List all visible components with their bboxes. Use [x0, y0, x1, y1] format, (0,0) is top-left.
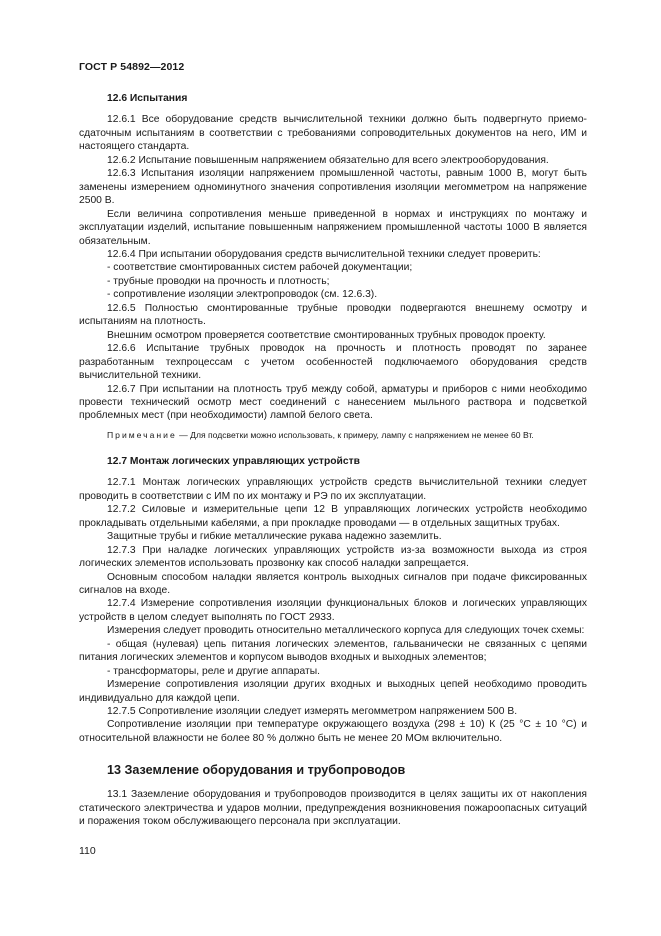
paragraph: Защитные трубы и гибкие металлические рукава надежно заземлить.: [107, 531, 442, 543]
list-item: - трансформаторы, реле и другие аппараты.: [107, 665, 320, 677]
paragraph: 12.7.5 Сопротивление изоляции следует измерять мегомметром напряжением 500 В.: [107, 706, 518, 718]
document-body: [79, 92, 587, 829]
section-12-6-body: [79, 113, 587, 440]
list-item: - общая (нулевая) цепь питания логических элементов, гальванически не связанных с цепями питания логических элементов и корпусом выводов входных и выходных элементов;: [79, 638, 587, 664]
paragraph: 12.6.6 Испытание трубных проводок на прочность и плотность проводят по заранее разработанным техпроцессам с учетом особенностей подключаемого оборудования средств вычислительной техники.: [79, 343, 587, 382]
note-text: — Для подсветки можно использовать, к примеру, лампу с напряжением не менее 60 Вт.: [176, 429, 534, 440]
list-item: - трубные проводки на прочность и плотность;: [107, 275, 330, 287]
section-13-body: [79, 788, 587, 828]
note-label: Примечание: [107, 429, 177, 440]
paragraph: 12.7.2 Силовые и измерительные цепи 12 В управляющих логических устройств необходимо прокладывать отдельными кабелями, а при прокладке проводами — в отдельных защитных трубах.: [79, 504, 587, 529]
document-header: ГОСТ Р 54892—2012: [79, 61, 185, 73]
note: [79, 429, 587, 441]
paragraph: 12.6.1 Все оборудование средств вычислительной техники должно быть подвергнуто приемо-сдаточным испытаниям в соответствии с требованиями сопроводительных документов на него, ИМ и настоящего стандарта.: [79, 114, 587, 153]
paragraph: 13.1 Заземление оборудования и трубопроводов производится в целях защиты их от накопления статического электричества и ударов молнии, предупреждения возникновения пожароопасных ситуаций и поражения током обслуживающего персонала при эксплуатации.: [79, 789, 587, 828]
paragraph: Внешним осмотром проверяется соответствие смонтированных трубных проводок проекту.: [107, 329, 546, 341]
paragraph: 12.6.2 Испытание повышенным напряжением обязательно для всего электрооборудования.: [107, 154, 549, 166]
paragraph: Измерение сопротивления изоляции других входных и выходных цепей необходимо проводить индивидуально для каждой цепи.: [79, 679, 587, 704]
list-item: - сопротивление изоляции электропроводок (см. 12.6.3).: [107, 289, 378, 301]
section-title-12-6: 12.6 Испытания: [107, 93, 188, 104]
paragraph: 12.6.3 Испытания изоляции напряжением промышленной частоты, равным 1000 В, могут быть заменены измерением одноминутного значения сопротивления изоляции мегомметром на напряжение 2500 В.: [79, 168, 587, 207]
paragraph: Измерения следует проводить относительно металлического корпуса для следующих точек схемы:: [107, 625, 585, 637]
paragraph: 12.7.1 Монтаж логических управляющих устройств средств вычислительной техники следует проводить в соответствии с ИМ по их монтажу и РЭ по их эксплуатации.: [79, 477, 587, 502]
paragraph: 12.7.3 При наладке логических управляющих устройств из-за возможности выхода из строя логических элементов использовать прозвонку как способ наладки запрещается.: [79, 544, 587, 570]
section-title-12-7: 12.7 Монтаж логических управляющих устройств: [107, 455, 360, 467]
paragraph: 12.6.7 При испытании на плотность труб между собой, арматуры и приборов с ними необходимо провести технический осмотр мест соединений с нанесением мыльного раствора и подсветкой проблемных мест (при необходимости) лампой белого света.: [79, 383, 587, 422]
paragraph: Основным способом наладки является контроль выходных сигналов при подаче фиксированных сигналов на входе.: [79, 571, 587, 596]
section-12-7-body: [79, 476, 587, 745]
paragraph: 12.6.4 При испытании оборудования средств вычислительной техники следует проверить:: [107, 248, 541, 260]
list-item: - соответствие смонтированных систем рабочей документации;: [107, 262, 413, 274]
paragraph: Сопротивление изоляции при температуре окружающего воздуха (298 ± 10) К (25 °C ± 10 °C) и относительной влажности не более 80 % должно быть не менее 20 МОм включительно.: [79, 719, 587, 744]
paragraph: 12.7.4 Измерение сопротивления изоляции функциональных блоков и логических управляющих устройств в целом следует выполнять по ГОСТ 2933.: [79, 598, 587, 623]
page-number: 110: [79, 845, 96, 857]
paragraph: 12.6.5 Полностью смонтированные трубные проводки подвергаются внешнему осмотру и испытаниям на плотность.: [79, 302, 587, 328]
chapter-title-13: 13 Заземление оборудования и трубопроводов: [107, 763, 406, 778]
paragraph: Если величина сопротивления меньше приведенной в нормах и инструкциях по монтажу и эксплуатации изделий, испытание повышенным напряжением промышленной частоты 1000 В является обязательным.: [79, 208, 587, 247]
